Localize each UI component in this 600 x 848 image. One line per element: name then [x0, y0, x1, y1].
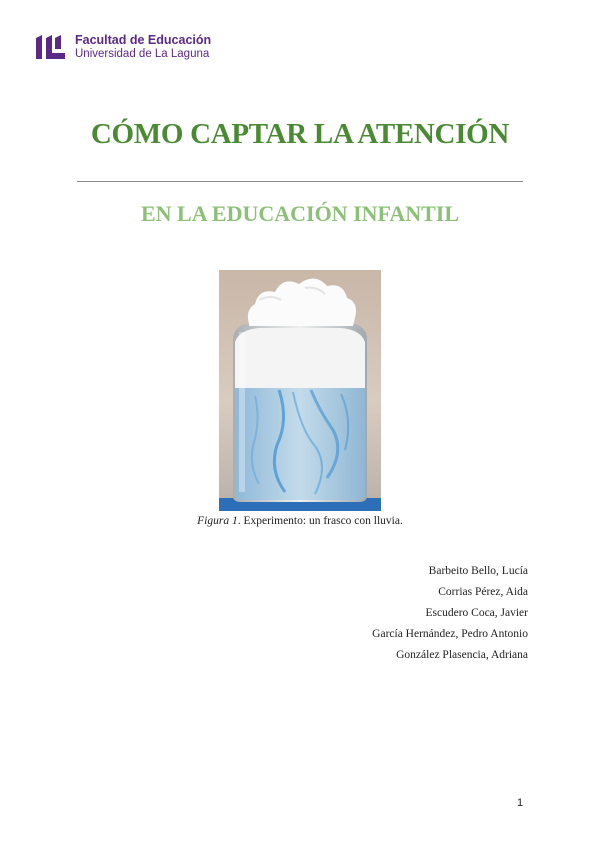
ull-logo-icon — [36, 35, 66, 59]
author-name: González Plasencia, Adriana — [396, 649, 528, 661]
figure-label: Figura 1 — [197, 515, 238, 527]
author-name: Escudero Coca, Javier — [425, 607, 528, 619]
author-name: Corrias Pérez, Aida — [438, 586, 528, 598]
page-subtitle: EN LA EDUCACIÓN INFANTIL — [140, 201, 460, 226]
figure-caption — [0, 515, 600, 527]
rain-jar-photo — [219, 270, 381, 511]
page-number: 1 — [517, 797, 524, 809]
university-logo — [36, 33, 211, 61]
faculty-name: Facultad de Educación — [75, 33, 212, 47]
university-name: Universidad de La Laguna — [75, 48, 210, 60]
page-title: CÓMO CAPTAR LA ATENCIÓN — [90, 118, 510, 150]
author-name: García Hernández, Pedro Antonio — [372, 628, 528, 640]
figure-text: . Experimento: un frasco con lluvia. — [237, 515, 403, 527]
title-divider — [77, 181, 523, 182]
author-list — [372, 564, 528, 669]
author-name: Barbeito Bello, Lucía — [428, 565, 528, 577]
